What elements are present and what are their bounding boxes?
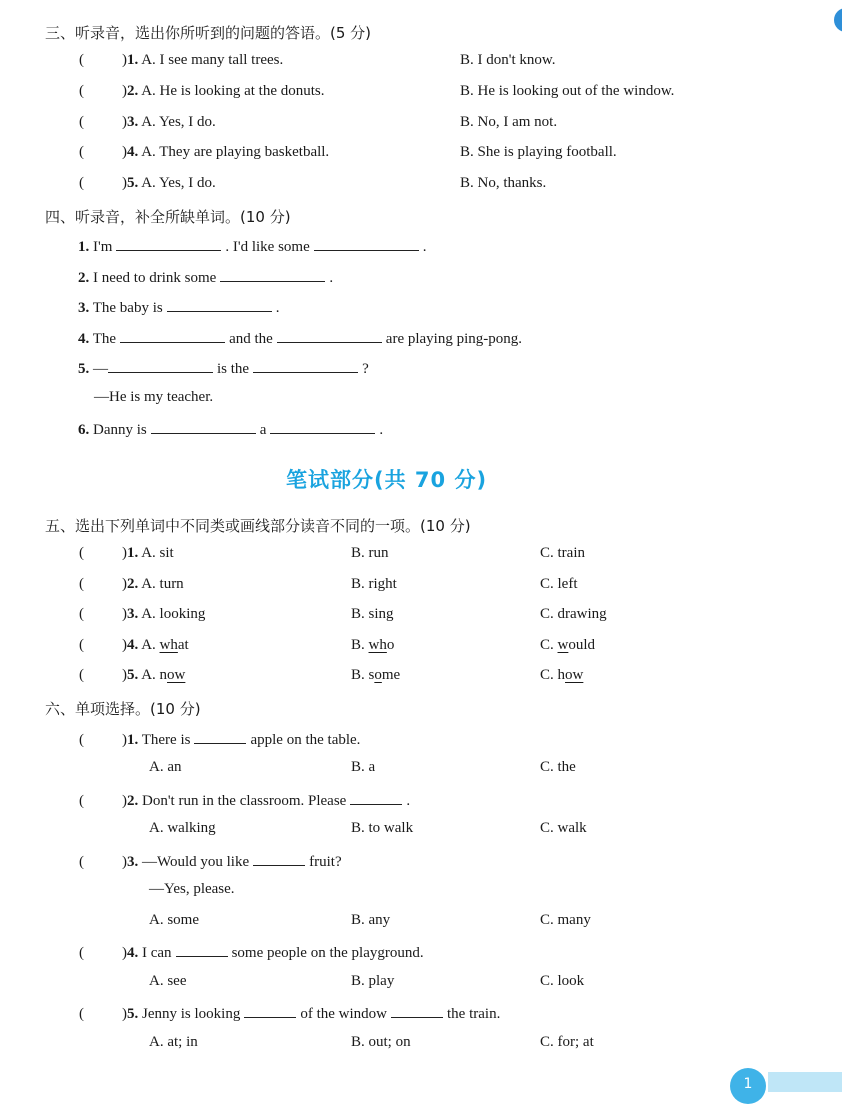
blank-field[interactable] xyxy=(277,328,382,343)
list-item: ( )1. A. I see many tall trees. xyxy=(79,52,284,68)
corner-tab xyxy=(834,8,842,32)
list-item: ( )2. A. He is looking at the donuts. xyxy=(79,83,325,99)
list-item: ( )4. I can some people on the playground. xyxy=(79,942,424,962)
page-number-bar xyxy=(768,1072,842,1092)
option-c: C. the xyxy=(540,759,576,775)
blank-field[interactable] xyxy=(176,942,228,957)
blank-field[interactable] xyxy=(120,328,225,343)
blank-field[interactable] xyxy=(194,729,246,744)
section-title: 笔试部分(共 70 分) xyxy=(286,468,488,492)
option-c: C. for; at xyxy=(540,1034,594,1050)
option-b: B. right xyxy=(351,576,397,592)
option-b: B. any xyxy=(351,912,391,928)
list-item: ( )5. A. Yes, I do. xyxy=(79,175,216,191)
option-b: B. to walk xyxy=(351,820,414,836)
option-b: B. who xyxy=(351,637,395,653)
option-a: A. some xyxy=(149,912,199,928)
list-item: ( )4. A. They are playing basketball. xyxy=(79,144,330,160)
option-a: A. an xyxy=(149,759,182,775)
option-b: B. run xyxy=(351,545,389,561)
option-b: B. play xyxy=(351,973,395,989)
list-item: ( )1. A. sit xyxy=(79,545,174,561)
option-a: A. see xyxy=(149,973,187,989)
option-a: A. Yes, I do. xyxy=(141,175,216,191)
list-item: 3. The baby is . xyxy=(78,297,279,317)
option-b: B. out; on xyxy=(351,1034,411,1050)
option-b: B. No, I am not. xyxy=(460,114,558,130)
option-c: C. walk xyxy=(540,820,587,836)
part3-heading: 三、听录音，选出你所听到的问题的答语。(5 分) xyxy=(45,24,372,42)
option-c: C. many xyxy=(540,912,591,928)
option-a: A. walking xyxy=(149,820,216,836)
list-item: ( )5. A. now xyxy=(79,667,186,683)
option-b: B. sing xyxy=(351,606,394,622)
list-item: ( )3. A. looking xyxy=(79,606,206,622)
blank-field[interactable] xyxy=(151,419,256,434)
option-a: A. I see many tall trees. xyxy=(141,52,284,68)
option-c: C. look xyxy=(540,973,585,989)
blank-field[interactable] xyxy=(108,358,213,373)
blank-field[interactable] xyxy=(253,851,305,866)
list-item: ( )3. —Would you like fruit? xyxy=(79,851,342,871)
list-item: ( )1. There is apple on the table. xyxy=(79,729,360,749)
option-b: B. a xyxy=(351,759,376,775)
list-item: ( )5. Jenny is looking of the window the train. xyxy=(79,1003,500,1023)
option-b: B. No, thanks. xyxy=(460,175,547,191)
list-item: ( )2. A. turn xyxy=(79,576,184,592)
option-a: A. at; in xyxy=(149,1034,198,1050)
option-b: B. some xyxy=(351,667,401,683)
list-item: —He is my teacher. xyxy=(94,389,214,405)
response-line: —Yes, please. xyxy=(149,881,235,897)
list-item: ( )2. Don't run in the classroom. Please . xyxy=(79,790,410,810)
option-c: C. train xyxy=(540,545,585,561)
option-a: A. They are playing basketball. xyxy=(141,144,330,160)
blank-field[interactable] xyxy=(220,267,325,282)
blank-field[interactable] xyxy=(391,1003,443,1018)
list-item: 4. The and the are playing ping-pong. xyxy=(78,328,522,348)
blank-field[interactable] xyxy=(244,1003,296,1018)
option-b: B. I don't know. xyxy=(460,52,556,68)
option-c: C. drawing xyxy=(540,606,607,622)
answer-paren-open[interactable]: ( xyxy=(79,52,84,68)
list-item: 5. — is the ? xyxy=(78,358,369,378)
blank-field[interactable] xyxy=(116,236,221,251)
option-c: C. how xyxy=(540,667,584,683)
list-item: ( )4. A. what xyxy=(79,637,189,653)
blank-field[interactable] xyxy=(350,790,402,805)
blank-field[interactable] xyxy=(314,236,419,251)
blank-field[interactable] xyxy=(253,358,358,373)
page-number: 1 xyxy=(730,1068,766,1104)
part5-heading: 五、选出下列单词中不同类或画线部分读音不同的一项。(10 分) xyxy=(45,517,471,535)
part4-heading: 四、听录音，补全所缺单词。(10 分) xyxy=(45,208,291,226)
option-a: A. Yes, I do. xyxy=(141,114,216,130)
list-item: 6. Danny is a . xyxy=(78,419,383,439)
option-a: A. He is looking at the donuts. xyxy=(141,83,325,99)
list-item: 2. I need to drink some . xyxy=(78,267,333,287)
option-b: B. She is playing football. xyxy=(460,144,617,160)
list-item: ( )3. A. Yes, I do. xyxy=(79,114,216,130)
part6-heading: 六、单项选择。(10 分) xyxy=(45,700,201,718)
option-c: C. would xyxy=(540,637,596,653)
option-c: C. left xyxy=(540,576,578,592)
blank-field[interactable] xyxy=(167,297,272,312)
option-b: B. He is looking out of the window. xyxy=(460,83,675,99)
list-item: 1. I'm . I'd like some . xyxy=(78,236,426,256)
blank-field[interactable] xyxy=(270,419,375,434)
